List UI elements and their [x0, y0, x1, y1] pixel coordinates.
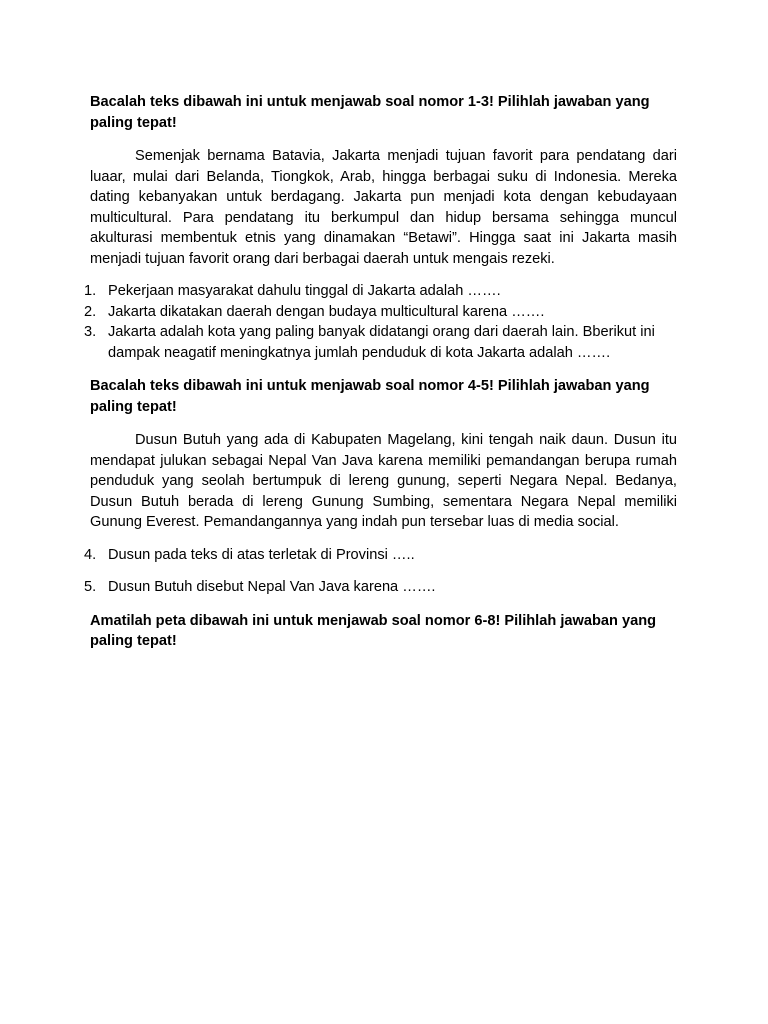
section2-passage: Dusun Butuh yang ada di Kabupaten Magelang, kini tengah naik daun. Dusun itu mendapat julukan sebagai Nepal Van Java karena memiliki pemandangan berupa rumah penduduk yang seolah bertumpuk di lereng gunung, seperti Negara Nepal. Bedanya, Dusun Butuh berada di lereng Gunung Sumbing, sementara Negara Nepal memiliki Gunung Everest. Pemandangannya yang indah pun tersebar luas di media social.: [90, 432, 677, 530]
question-text: Jakarta dikatakan daerah dengan budaya multicultural karena …….: [108, 303, 545, 320]
question-number: 5.: [84, 579, 97, 595]
question-number: 1.: [84, 283, 97, 299]
section2-question-list: [84, 545, 677, 598]
section3-heading: Amatilah peta dibawah ini untuk menjawab soal nomor 6-8! Pilihlah jawaban yang paling tepat!: [90, 612, 657, 649]
section1-question-list: [84, 281, 677, 363]
question-text: Pekerjaan masyarakat dahulu tinggal di Jakarta adalah …….: [108, 283, 501, 299]
question-item: [84, 545, 677, 566]
question-number: 4.: [84, 546, 97, 563]
section2-heading: Bacalah teks dibawah ini untuk menjawab soal nomor 4-5! Pilihlah jawaban yang paling tepat!: [90, 378, 650, 415]
question-number: 2.: [84, 303, 97, 320]
question-item: [84, 281, 677, 302]
document-page: [84, 92, 677, 652]
question-number: 3.: [84, 324, 97, 340]
section1-heading: Bacalah teks dibawah ini untuk menjawab soal nomor 1-3! Pilihlah jawaban yang paling tepat!: [90, 94, 650, 131]
question-text: Dusun pada teks di atas terletak di Provinsi …..: [108, 546, 415, 563]
question-item: [84, 322, 677, 363]
question-item: [84, 302, 677, 323]
question-text: Jakarta adalah kota yang paling banyak didatangi orang dari daerah lain. Bberikut ini dampak neagatif meningkatnya jumlah penduduk di kota Jakarta adalah …….: [108, 324, 655, 361]
question-text: Dusun Butuh disebut Nepal Van Java karena …….: [108, 579, 436, 595]
section1-passage: Semenjak bernama Batavia, Jakarta menjadi tujuan favorit para pendatang dari luaar, mulai dari Belanda, Tiongkok, Arab, hingga berbagai suku di Indonesia. Mereka dating kebanyakan untuk berdagang. Jakarta pun menjadi kota dengan kebudayaan multicultural. Para pendatang itu berkumpul dan hidup bersama sehingga muncul akulturasi membentuk etnis yang dinamakan “Betawi”. Hingga saat ini Jakarta masih menjadi tujuan favorit orang dari berbagai daerah untuk mengais rezeki.: [90, 148, 677, 267]
question-item: [84, 577, 677, 598]
